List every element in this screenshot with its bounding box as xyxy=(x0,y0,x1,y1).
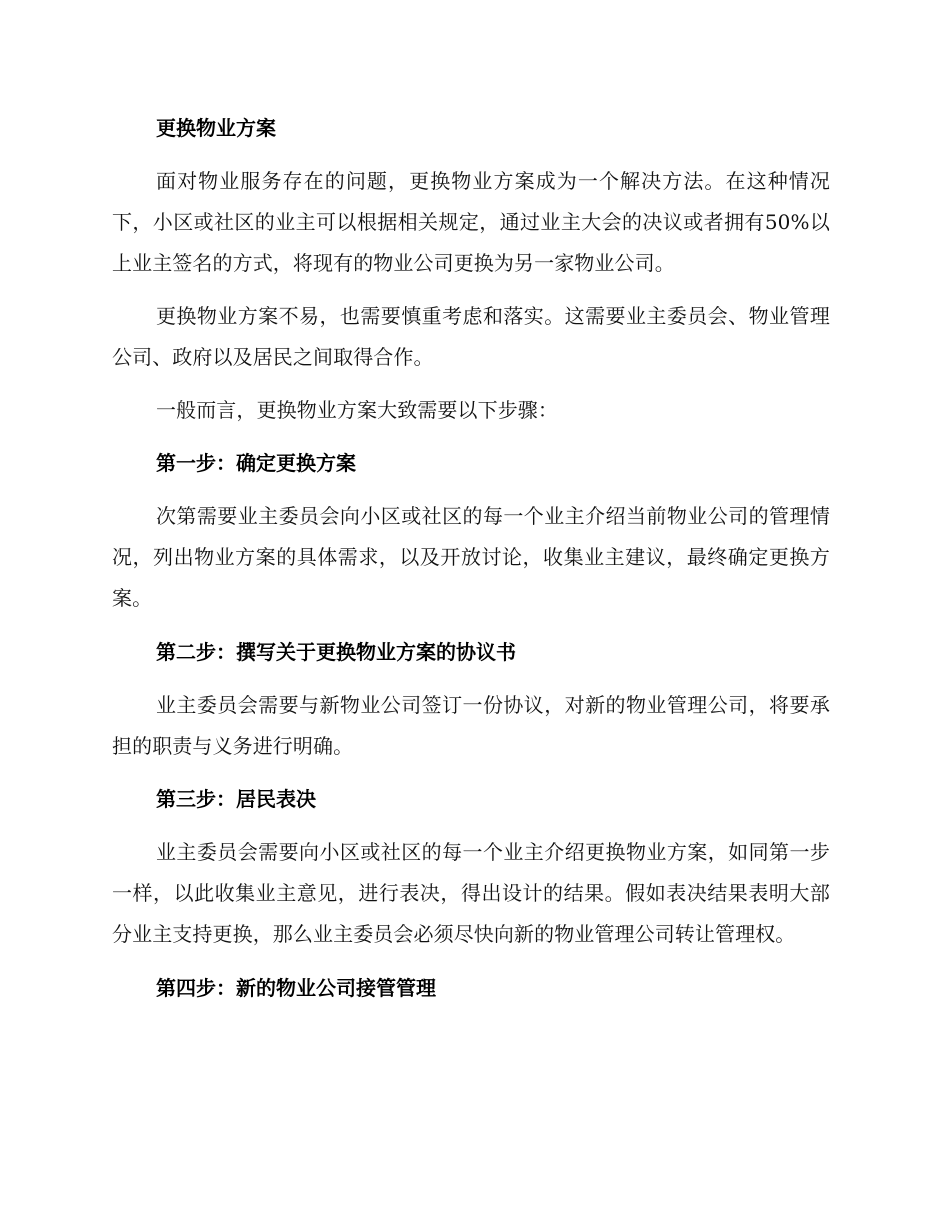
step-paragraph: 业主委员会需要向小区或社区的每一个业主介绍更换物业方案，如同第一步一样，以此收集业主意见，进行表决，得出设计的结果。假如表决结果表明大部分业主支持更换，那么业主委员会必须尽快向新的物业管理公司转让管理权。 xyxy=(112,840,830,946)
spacer xyxy=(112,431,830,443)
step-paragraph: 业主委员会需要与新物业公司签订一份协议，对新的物业管理公司，将要承担的职责与义务进行明确。 xyxy=(112,693,830,758)
step-heading: 第四步：新的物业公司接管管理 xyxy=(156,976,436,1000)
spacer xyxy=(112,284,830,296)
document-body xyxy=(112,108,830,1009)
spacer xyxy=(112,955,830,968)
intro-paragraph: 更换物业方案不易，也需要慎重考虑和落实。这需要业主委员会、物业管理公司、政府以及居民之间取得合作。 xyxy=(112,304,830,369)
spacer xyxy=(112,378,830,390)
step-heading: 第三步：居民表决 xyxy=(156,787,316,811)
step-heading: 第一步：确定更换方案 xyxy=(156,451,356,475)
intro-paragraph: 一般而言，更换物业方案大致需要以下步骤： xyxy=(156,398,558,422)
step-paragraph: 次第需要业主委员会向小区或社区的每一个业主介绍当前物业公司的管理情况，列出物业方案的具体需求，以及开放讨论，收集业主建议，最终确定更换方案。 xyxy=(112,504,830,610)
document-title: 更换物业方案 xyxy=(156,116,276,140)
spacer xyxy=(112,673,830,685)
spacer xyxy=(112,820,830,832)
intro-paragraph: 面对物业服务存在的问题，更换物业方案成为一个解决方法。在这种情况下，小区或社区的业主可以根据相关规定，通过业主大会的决议或者拥有50%以上业主签名的方式，将现有的物业公司更换为另一家物业公司。 xyxy=(112,169,830,275)
step-heading: 第二步：撰写关于更换物业方案的协议书 xyxy=(156,640,516,664)
spacer xyxy=(112,619,830,632)
spacer xyxy=(112,767,830,779)
spacer xyxy=(112,484,830,496)
spacer xyxy=(112,149,830,161)
